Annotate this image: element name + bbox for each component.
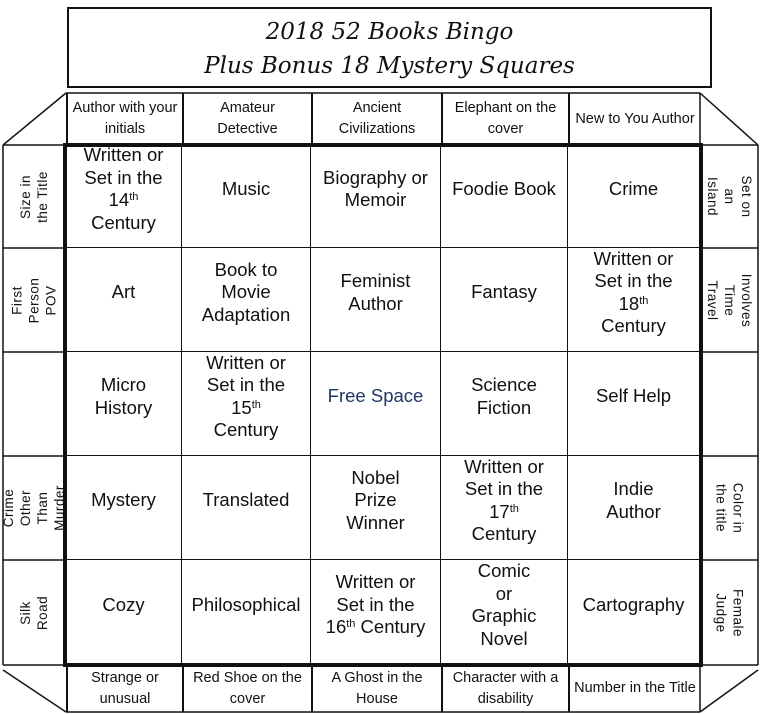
square-text <box>203 489 290 512</box>
bingo-square-written-or-set-in-the-15th-century[interactable] <box>182 352 311 456</box>
square-text-line <box>472 560 537 583</box>
top-label-ancient-civilizations: Ancient Civilizations <box>311 93 441 145</box>
bingo-square-crime[interactable] <box>568 145 700 248</box>
square-text-line <box>206 374 286 397</box>
top-label-new-to-you-author: New to You Author <box>568 93 700 145</box>
text-segment: 18 <box>618 292 640 314</box>
text-segment: Set in the <box>84 166 163 188</box>
square-text <box>206 352 286 442</box>
right-label-empty <box>701 352 758 456</box>
text-segment: Translated <box>202 489 290 511</box>
text-segment: Set in the <box>594 270 673 291</box>
square-text-line <box>346 489 405 512</box>
text-segment: Philosophical <box>191 593 301 615</box>
side-label-text: Size in the Title <box>18 170 50 223</box>
bingo-square-mystery[interactable] <box>66 456 182 560</box>
bingo-square-nobel-prize-winner[interactable] <box>311 456 441 560</box>
bingo-square-art[interactable] <box>66 248 182 352</box>
square-text <box>609 178 658 201</box>
text-segment: Century <box>91 211 156 233</box>
bingo-square-indie-author[interactable] <box>568 456 700 560</box>
square-text-line <box>326 571 426 594</box>
square-text-line <box>346 467 405 490</box>
text-segment: Written or <box>335 571 416 593</box>
text-segment: Nobel <box>351 466 400 488</box>
text-segment: Winner <box>346 511 405 533</box>
square-text <box>471 374 537 419</box>
square-text-line <box>222 178 270 201</box>
square-text-line <box>95 374 153 397</box>
text-segment: Novel <box>480 627 528 649</box>
square-text <box>328 385 424 408</box>
square-text-line <box>464 478 544 501</box>
square-text <box>606 478 661 523</box>
square-text-line <box>594 248 674 271</box>
text-segment: 15 <box>231 396 252 418</box>
square-text <box>472 560 537 650</box>
text-segment: or <box>495 582 513 604</box>
square-text <box>326 571 426 639</box>
bingo-square-cozy[interactable] <box>66 560 182 665</box>
right-label-involves-time-travel <box>701 248 758 352</box>
text-segment: Movie <box>221 281 271 303</box>
text-segment: Book to <box>214 258 278 280</box>
square-text <box>222 178 270 201</box>
superscript: th <box>251 398 261 411</box>
bingo-square-comic-or-graphic-novel[interactable] <box>441 560 568 665</box>
square-text <box>191 594 300 617</box>
bottom-label-strange-or-unusual: Strange or unusual <box>66 665 182 712</box>
text-segment: Art <box>111 281 136 303</box>
text-segment: Memoir <box>344 189 407 210</box>
square-text-line <box>606 501 661 524</box>
bingo-square-free-space[interactable] <box>311 352 441 456</box>
bingo-square-written-or-set-in-the-18th-century[interactable] <box>568 248 700 352</box>
left-label-silk-road <box>3 560 65 665</box>
text-segment: Self Help <box>595 385 672 407</box>
square-text-line <box>84 189 164 212</box>
square-text <box>594 248 674 338</box>
square-text-line <box>326 594 426 617</box>
square-text-line <box>472 583 537 606</box>
square-text-line <box>464 456 544 479</box>
side-label-text: Involves Time Travel <box>705 273 754 327</box>
text-segment: Written or <box>464 455 544 477</box>
bingo-square-biography-or-memoir[interactable] <box>311 145 441 248</box>
bottom-label-a-ghost-in-the-house: A Ghost in the House <box>311 665 441 712</box>
text-segment: Century <box>601 315 666 336</box>
square-text <box>102 594 144 617</box>
square-text <box>464 456 544 546</box>
text-segment: Written or <box>206 351 286 373</box>
square-text-line <box>452 178 556 201</box>
bottom-label-red-shoe-on-the-cover: Red Shoe on the cover <box>182 665 311 712</box>
right-label-color-in-the-title <box>701 456 758 560</box>
superscript: th <box>509 502 519 515</box>
bingo-square-philosophical[interactable] <box>182 560 311 665</box>
text-segment: Mystery <box>91 489 156 511</box>
text-segment: Author <box>348 292 403 314</box>
square-text-line <box>328 385 424 408</box>
square-text-line <box>206 397 286 420</box>
bingo-square-written-or-set-in-the-16th-century[interactable] <box>311 560 441 665</box>
text-segment: Fiction <box>476 396 532 418</box>
square-text-line <box>202 259 290 282</box>
text-segment: Adaptation <box>201 303 291 325</box>
superscript: th <box>346 618 356 631</box>
side-label-text: Color in the title <box>713 482 746 534</box>
bingo-square-self-help[interactable] <box>568 352 700 456</box>
square-text-line <box>472 628 537 651</box>
text-segment: 16 <box>325 616 347 638</box>
square-text-line <box>583 594 685 617</box>
text-segment: Indie <box>613 478 654 499</box>
square-text-line <box>91 489 156 512</box>
square-text-line <box>323 189 428 212</box>
right-label-set-on-an-island <box>701 145 758 248</box>
left-label-crime-other-than-murder <box>3 456 65 560</box>
text-segment: Science <box>471 374 537 395</box>
side-label-text: First Person POV <box>9 277 59 323</box>
square-text-line <box>609 178 658 201</box>
bingo-square-written-or-set-in-the-17th-century[interactable] <box>441 456 568 560</box>
square-text-line <box>191 594 300 617</box>
text-segment: Crime <box>608 177 659 199</box>
text-segment: Century <box>471 523 537 544</box>
square-text-line <box>471 281 537 304</box>
text-segment: Biography or <box>323 166 428 188</box>
square-text-line <box>472 605 537 628</box>
text-segment: Free Space <box>327 385 424 407</box>
square-text <box>202 259 290 327</box>
text-segment: Cartography <box>582 593 685 615</box>
square-text-line <box>464 501 544 524</box>
square-text-line <box>346 512 405 535</box>
text-segment: Music <box>221 177 271 199</box>
bingo-square-written-or-set-in-the-14th-century[interactable] <box>66 145 182 248</box>
text-segment: Prize <box>354 489 397 511</box>
square-text <box>583 594 685 617</box>
bingo-square-book-to-movie-adaptation[interactable] <box>182 248 311 352</box>
square-text <box>95 374 153 419</box>
bottom-label-number-in-the-title: Number in the Title <box>568 665 700 712</box>
text-segment: Set in the <box>206 374 286 395</box>
square-text-line <box>594 293 674 316</box>
square-text <box>452 178 556 201</box>
left-label-size-in-the-title <box>3 145 65 248</box>
side-label-text: Set on an Island <box>705 175 754 218</box>
text-segment: Set in the <box>464 478 544 499</box>
square-text-line <box>471 397 537 420</box>
top-label-author-with-your-initials: Author with your initials <box>66 93 182 145</box>
square-text-line <box>84 167 164 190</box>
left-label-empty <box>3 352 65 456</box>
text-segment: Century <box>213 419 279 440</box>
bingo-square-feminist-author[interactable] <box>311 248 441 352</box>
bingo-square-micro-history[interactable] <box>66 352 182 456</box>
text-segment: Author <box>606 500 661 522</box>
square-text <box>346 467 405 535</box>
text-segment: Fantasy <box>471 281 537 303</box>
text-segment: Century <box>355 616 426 638</box>
left-label-first-person-pov <box>3 248 65 352</box>
square-text <box>596 385 671 408</box>
square-text-line <box>464 523 544 546</box>
square-text-line <box>202 304 290 327</box>
side-label-text: Silk Road <box>18 595 50 630</box>
superscript: th <box>639 294 649 307</box>
text-segment: Written or <box>593 247 674 269</box>
square-text <box>471 281 537 304</box>
text-segment: Cozy <box>102 593 145 615</box>
square-text-line <box>596 385 671 408</box>
text-segment: Comic <box>477 560 531 581</box>
square-text-line <box>323 167 428 190</box>
square-text-line <box>84 212 164 235</box>
side-label-text: Crime Other Than Murder <box>1 485 67 531</box>
right-label-female-judge <box>701 560 758 665</box>
square-text-line <box>203 489 290 512</box>
bingo-square-music[interactable] <box>182 145 311 248</box>
square-text-line <box>84 144 164 167</box>
text-segment: Written or <box>83 144 164 165</box>
bingo-square-science-fiction[interactable] <box>441 352 568 456</box>
text-segment: Graphic <box>471 605 537 626</box>
text-segment: Foodie Book <box>452 177 556 199</box>
text-segment: Feminist <box>340 270 411 291</box>
title-line-2: Plus Bonus 18 Mystery Squares <box>204 53 575 79</box>
text-segment: 17 <box>489 500 510 522</box>
square-text-line <box>112 281 136 304</box>
square-text-line <box>471 374 537 397</box>
top-label-amateur-detective: Amateur Detective <box>182 93 311 145</box>
bottom-label-character-with-a-disability: Character with a disability <box>441 665 568 712</box>
square-text-line <box>594 315 674 338</box>
square-text-line <box>95 397 153 420</box>
square-text-line <box>206 352 286 375</box>
square-text-line <box>102 594 144 617</box>
text-segment: Set in the <box>336 593 415 615</box>
square-text-line <box>206 419 286 442</box>
square-text-line <box>202 281 290 304</box>
title-line-1: 2018 52 Books Bingo <box>265 19 514 45</box>
text-segment: History <box>94 396 153 418</box>
square-text-line <box>326 616 426 639</box>
square-text-line <box>606 478 661 501</box>
bingo-square-fantasy[interactable] <box>441 248 568 352</box>
bingo-square-cartography[interactable] <box>568 560 700 665</box>
square-text-line <box>594 270 674 293</box>
text-segment: 14 <box>108 189 130 210</box>
bingo-square-foodie-book[interactable] <box>441 145 568 248</box>
square-text-line <box>341 293 411 316</box>
side-label-text: Female Judge <box>713 588 746 637</box>
square-text <box>323 167 428 212</box>
square-text <box>341 270 411 315</box>
text-segment: Micro <box>100 374 147 395</box>
superscript: th <box>129 191 139 203</box>
square-text <box>112 281 136 304</box>
square-text <box>84 144 164 234</box>
square-text <box>91 489 156 512</box>
square-text-line <box>341 270 411 293</box>
top-label-elephant-on-the-cover: Elephant on the cover <box>441 93 568 145</box>
bingo-square-translated[interactable] <box>182 456 311 560</box>
